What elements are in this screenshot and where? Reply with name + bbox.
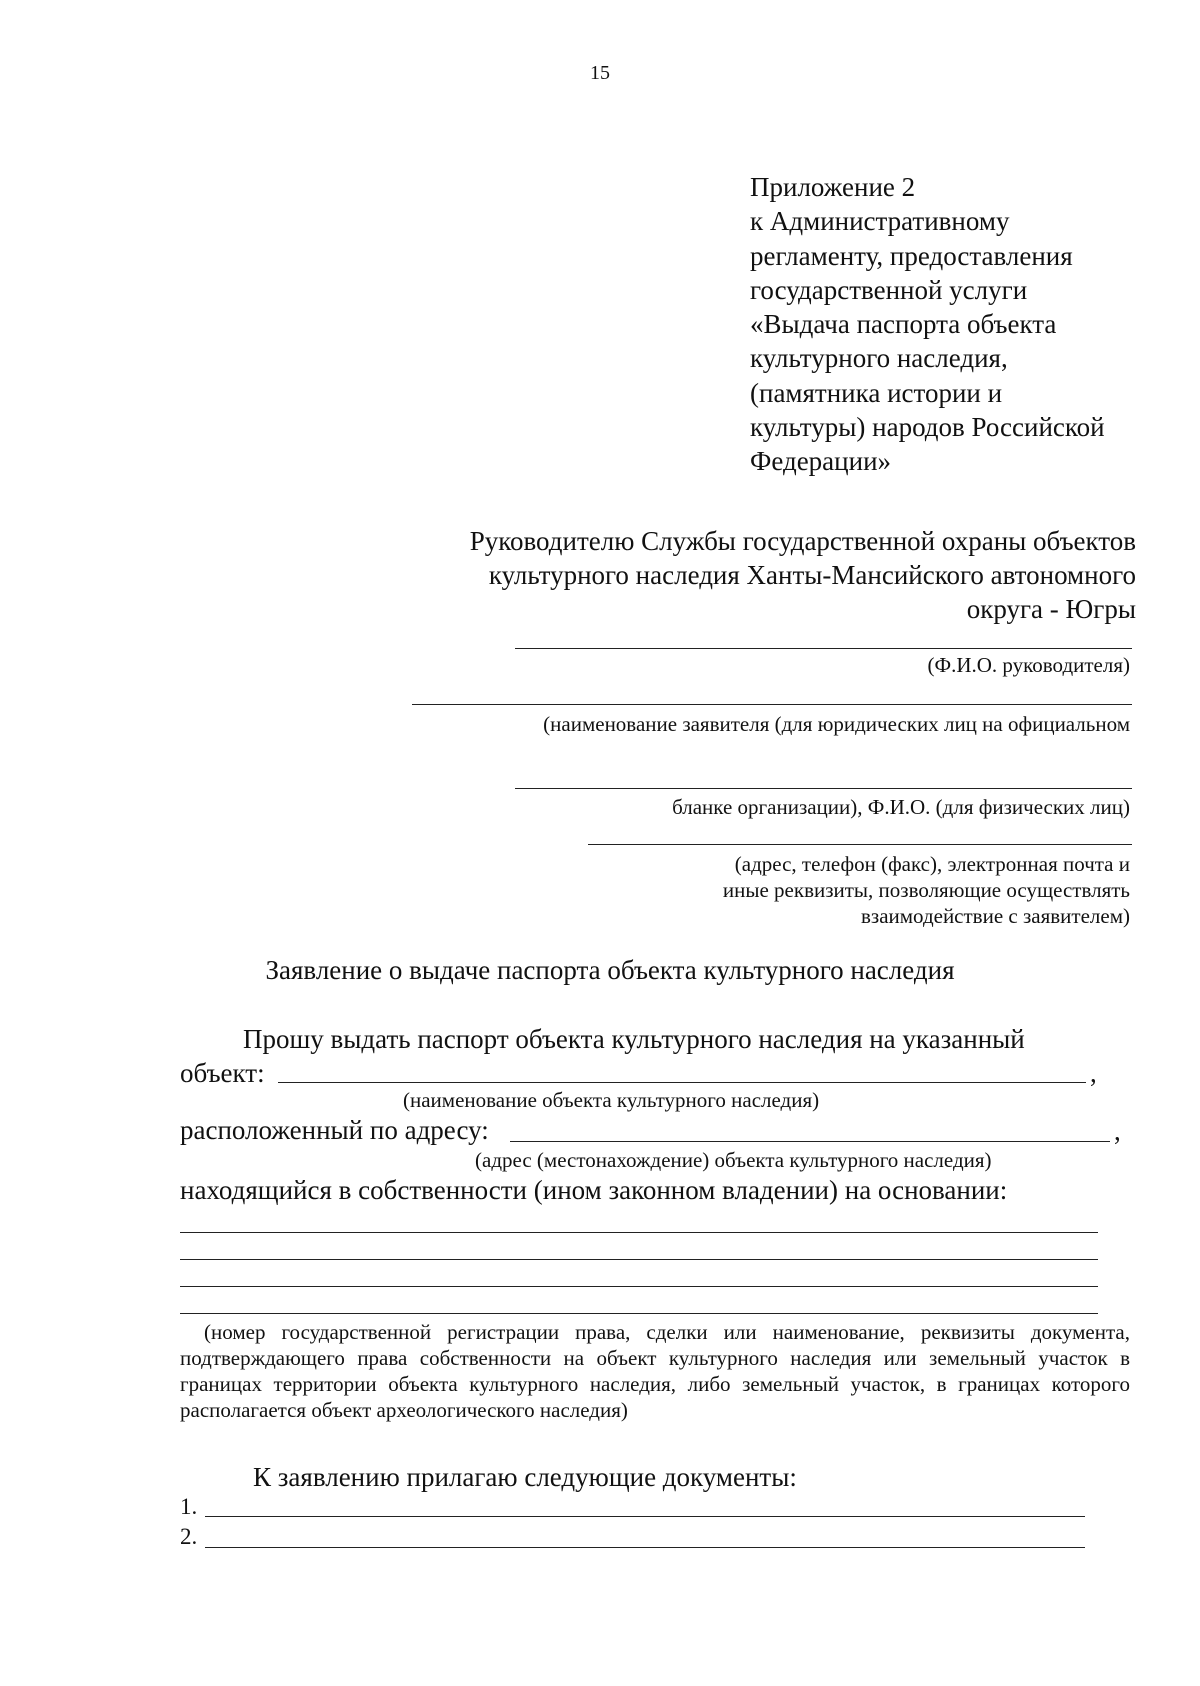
ownership-line-4[interactable] xyxy=(180,1313,1098,1314)
addressee-block xyxy=(470,524,1136,626)
applicant-name-line[interactable] xyxy=(412,704,1132,705)
annex-line: культурного наследия, xyxy=(750,343,1008,374)
object-label: объект: xyxy=(180,1058,265,1088)
annex-block xyxy=(750,170,1170,479)
attachment-field-2[interactable] xyxy=(205,1547,1085,1548)
annex-line: (памятника истории и xyxy=(750,377,1003,408)
addressee-line: Руководителю Службы государственной охраны объектов xyxy=(469,526,1136,556)
ownership-label: находящийся в собственности (ином законном владении) на основании: xyxy=(180,1175,1008,1205)
applicant-caption-2: бланке организации), Ф.И.О. (для физических лиц) xyxy=(672,795,1130,819)
head-name-line[interactable] xyxy=(515,648,1132,649)
page-number: 15 xyxy=(590,62,610,84)
object-caption: (наименование объекта культурного наследия) xyxy=(403,1088,820,1112)
annex-line: Приложение 2 xyxy=(750,172,916,202)
object-comma: , xyxy=(1090,1058,1097,1088)
address-label: расположенный по адресу: xyxy=(180,1115,489,1145)
ownership-note-text: (номер государственной регистрации права, сделки или наименование, реквизиты документа, подтверждающего права собственности на объект культурного наследия или земельный участок в границах территории объекта культурного наследия, либо земельный участок, в границах которого располагается объект археологического наследия) xyxy=(180,1320,1130,1422)
applicant-name-line-2[interactable] xyxy=(515,788,1132,789)
request-line-1: Прошу выдать паспорт объекта культурного наследия на указанный xyxy=(243,1024,1025,1054)
annex-line: Федерации» xyxy=(750,446,892,477)
annex-line: культуры) народов Российской xyxy=(750,412,1105,443)
attachment-field-1[interactable] xyxy=(205,1516,1085,1517)
addressee-line: культурного наследия Ханты-Мансийского автономного xyxy=(488,560,1136,590)
head-name-caption: (Ф.И.О. руководителя) xyxy=(927,653,1130,677)
contacts-caption-2: иные реквизиты, позволяющие осуществлять xyxy=(722,878,1130,902)
annex-line: к Административному xyxy=(750,206,1010,237)
address-comma: , xyxy=(1114,1116,1121,1146)
object-name-field[interactable] xyxy=(278,1082,1086,1083)
applicant-contacts-line[interactable] xyxy=(588,844,1132,845)
annex-line: «Выдача паспорта объекта xyxy=(750,309,1057,340)
contacts-caption-3: взаимодействие с заявителем) xyxy=(860,904,1130,928)
ownership-note xyxy=(180,1319,1130,1423)
applicant-caption-1: (наименование заявителя (для юридических лиц на официальном xyxy=(543,712,1130,736)
attachment-number-2: 2. xyxy=(180,1524,198,1549)
object-address-field[interactable] xyxy=(510,1141,1110,1142)
annex-line: регламенту, предоставления xyxy=(750,240,1073,271)
ownership-line-2[interactable] xyxy=(180,1259,1098,1260)
address-caption: (адрес (местонахождение) объекта культурного наследия) xyxy=(475,1148,992,1172)
ownership-line-3[interactable] xyxy=(180,1286,1098,1287)
addressee-line: округа - Югры xyxy=(966,594,1136,624)
document-title: Заявление о выдаче паспорта объекта культурного наследия xyxy=(265,955,955,985)
ownership-line-1[interactable] xyxy=(180,1232,1098,1233)
contacts-caption-1: (адрес, телефон (факс), электронная почта и xyxy=(734,852,1130,876)
annex-line: государственной услуги xyxy=(750,274,1028,305)
attachments-heading: К заявлению прилагаю следующие документы: xyxy=(253,1462,797,1492)
attachment-number-1: 1. xyxy=(180,1494,198,1519)
